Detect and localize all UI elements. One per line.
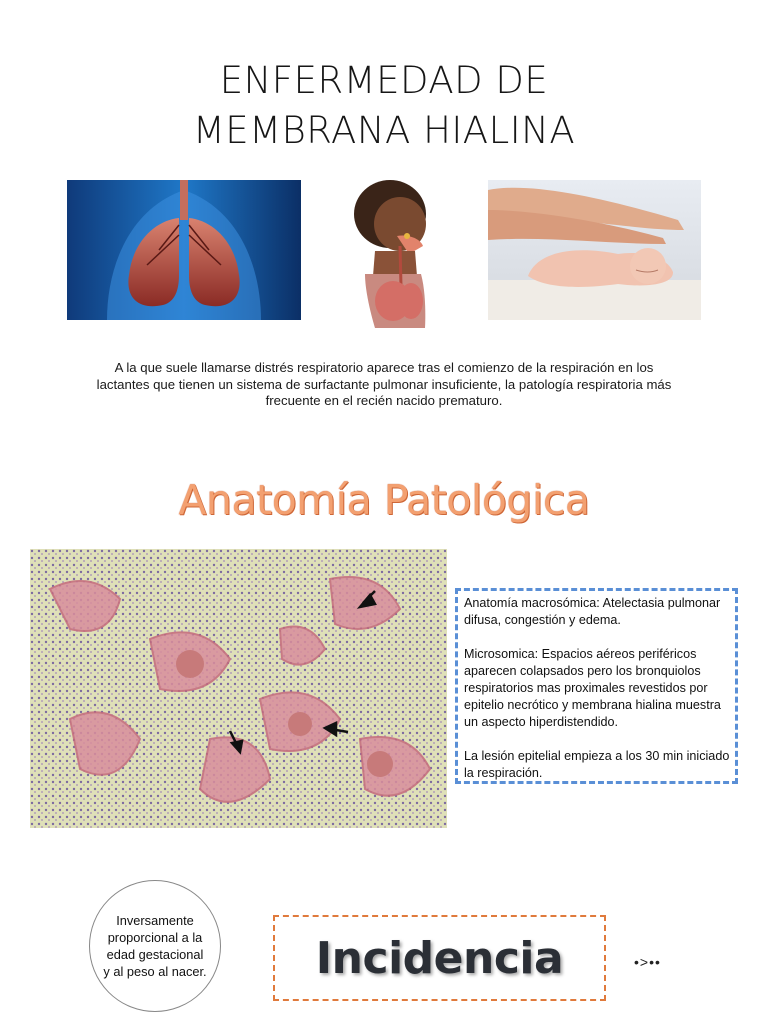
lungs-illustration	[67, 180, 301, 320]
title-line-2: MEMBRANA HIALINA	[192, 109, 576, 152]
title-line-1: ENFERMEDAD DE	[219, 59, 549, 102]
hands-over-newborn-photo	[488, 180, 701, 320]
incidence-title: Incidencia	[315, 932, 564, 984]
page-title	[0, 56, 768, 156]
child-respiratory-anatomy-illustration	[345, 176, 440, 328]
lesion-timing-text: La lesión epitelial empieza a los 30 min iniciado la respiración.	[464, 749, 730, 780]
micro-anatomy-text: Microsomica: Espacios aéreos periféricos aparecen colapsados pero los bronquiolos respiratorios mas proximales revestidos por epitelio necrótico y membrana hialina muestra un aspecto hiperdistendido.	[464, 647, 721, 729]
macro-anatomy-text: Anatomía macrosómica: Atelectasia pulmonar difusa, congestión y edema.	[464, 596, 721, 627]
intro-paragraph: A la que suele llamarse distrés respiratorio aparece tras el comienzo de la respiración en los lactantes que tienen un sistema de surfactante pulmonar insuficiente, la patología respiratoria más frecuente en el recién nacido prematuro.	[96, 360, 672, 408]
section-title: Anatomía Patológica	[178, 476, 590, 524]
pathology-info-box	[455, 588, 738, 784]
incidence-box	[273, 915, 606, 1001]
arrow-marker: •>••	[634, 954, 661, 970]
incidence-note-circle	[89, 880, 221, 1012]
incidence-note-text: Inversamente proporcional a la edad gestacional y al peso al nacer.	[103, 913, 207, 979]
lung-histology-micrograph	[30, 549, 447, 828]
